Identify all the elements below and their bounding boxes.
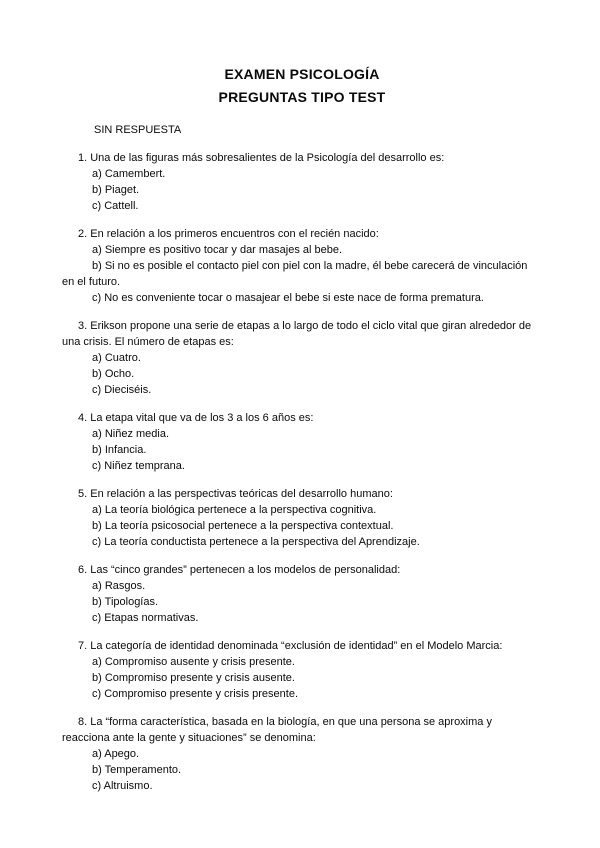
- document-title-line2: PREGUNTAS TIPO TEST: [218, 89, 386, 105]
- question-option: b) Infancia.: [92, 444, 147, 456]
- document-title-line1: EXAMEN PSICOLOGÍA: [224, 66, 380, 82]
- question-option: a) Rasgos.: [92, 580, 146, 592]
- question-option: a) La teoría biológica pertenece a la perspectiva cognitiva.: [92, 504, 377, 516]
- question-option: b) Ocho.: [92, 368, 135, 380]
- question-stem: 8. La “forma característica, basada en la biología, en que una persona se aproxima y reacciona ante la gente y situaciones” se denomina:: [62, 716, 492, 744]
- document-subtitle: SIN RESPUESTA: [94, 124, 182, 136]
- question-option: c) Etapas normativas.: [92, 612, 199, 624]
- question-option: c) Compromiso presente y crisis presente.: [92, 688, 299, 700]
- question-stem: 2. En relación a los primeros encuentros con el recién nacido:: [78, 228, 379, 240]
- question-option: c) Dieciséis.: [92, 384, 152, 396]
- question-option: b) Temperamento.: [92, 764, 182, 776]
- question-option: b) Piaget.: [92, 184, 140, 196]
- question-option: a) Cuatro.: [92, 352, 141, 364]
- question-option: c) No es conveniente tocar o masajear el bebe si este nace de forma prematura.: [92, 292, 484, 304]
- question-option: b) La teoría psicosocial pertenece a la perspectiva contextual.: [92, 520, 394, 532]
- question-stem: 6. Las “cinco grandes” pertenecen a los modelos de personalidad:: [78, 564, 401, 576]
- question-option: a) Compromiso ausente y crisis presente.: [92, 656, 295, 668]
- question-stem: 3. Erikson propone una serie de etapas a lo largo de todo el ciclo vital que giran alrededor de una crisis. El número de etapas es:: [62, 320, 532, 348]
- question-option: a) Apego.: [92, 748, 140, 760]
- question-option: c) Altruismo.: [92, 780, 153, 792]
- question-option: a) Siempre es positivo tocar y dar masajes al bebe.: [92, 244, 343, 256]
- question-option: c) Cattell.: [92, 200, 139, 212]
- question-option: b) Si no es posible el contacto piel con piel con la madre, él bebe carecerá de vinculación en el futuro.: [62, 260, 528, 288]
- question-stem: 4. La etapa vital que va de los 3 a los 6 años es:: [78, 412, 314, 424]
- question-stem: 7. La categoría de identidad denominada “exclusión de identidad” en el Modelo Marcia:: [78, 640, 503, 652]
- questions-list: [62, 150, 542, 794]
- question-option: c) La teoría conductista pertenece a la perspectiva del Aprendizaje.: [92, 536, 420, 548]
- question-option: c) Niñez temprana.: [92, 460, 185, 472]
- question-option: a) Niñez media.: [92, 428, 170, 440]
- question-stem: 5. En relación a las perspectivas teóricas del desarrollo humano:: [78, 488, 393, 500]
- question-stem: 1. Una de las figuras más sobresalientes de la Psicología del desarrollo es:: [78, 152, 445, 164]
- question-option: b) Tipologías.: [92, 596, 159, 608]
- question-option: b) Compromiso presente y crisis ausente.: [92, 672, 295, 684]
- question-option: a) Camembert.: [92, 168, 166, 180]
